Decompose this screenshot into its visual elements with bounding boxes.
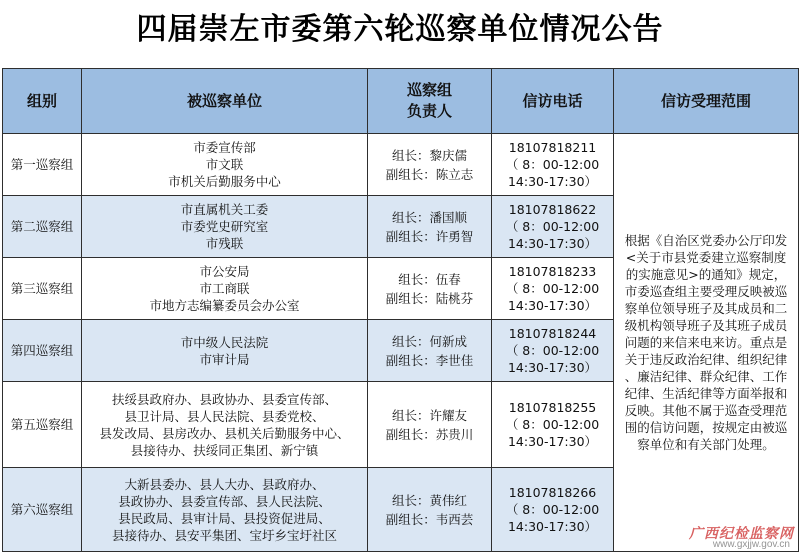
phone-number: 18107818244 xyxy=(508,326,597,341)
leader-name: 组长：何新成 xyxy=(391,333,467,349)
phone-cell xyxy=(492,258,614,320)
header-units: 被巡察单位 xyxy=(82,69,368,134)
header-phone: 信访电话 xyxy=(492,69,614,134)
scope-line: <关于市县党委建立巡察制度 xyxy=(625,250,787,265)
scope-line: 纪律、生活纪律等方面举报和 xyxy=(624,386,788,401)
scope-line: 级机构领导班子及其班子成员 xyxy=(624,318,788,333)
hours-am: （ 8：00-12:00 xyxy=(505,502,600,517)
hours-am: （ 8：00-12:00 xyxy=(505,417,600,432)
units-cell xyxy=(82,258,368,320)
unit-line: 市委党史研究室 xyxy=(180,219,269,234)
hours-pm: 14:30-17:30） xyxy=(507,434,598,449)
unit-line: 县民政局、县审计局、县投资促进局、 xyxy=(118,510,331,526)
phone-cell xyxy=(492,134,614,196)
header-scope: 信访受理范围 xyxy=(614,69,799,134)
scope-line: 问题的来信来电来访。重点是 xyxy=(624,335,788,350)
header-leader-line2: 负责人 xyxy=(406,102,452,120)
hours-pm: 14:30-17:30） xyxy=(507,298,598,313)
scope-line: 根据《自治区党委办公厅印发 xyxy=(624,233,788,248)
hours-pm: 14:30-17:30） xyxy=(507,519,598,534)
phone-cell xyxy=(492,468,614,552)
units-cell xyxy=(82,196,368,258)
table-row xyxy=(3,134,799,196)
unit-line: 市机关后勤服务中心 xyxy=(168,174,281,189)
phone-cell xyxy=(492,382,614,468)
scope-line: 市委巡查组主要受理反映被巡 xyxy=(624,284,788,299)
leader-name: 组长：许耀友 xyxy=(391,407,467,423)
unit-line: 市直属机关工委 xyxy=(180,202,269,217)
unit-line: 县接待办、县安平集团、宝圩乡宝圩社区 xyxy=(111,527,337,543)
scope-line: 反映。其他不属于巡查受理范 xyxy=(624,403,788,418)
phone-number: 18107818622 xyxy=(508,202,597,217)
hours-pm: 14:30-17:30） xyxy=(507,174,598,189)
deputy-name: 副组长：陈立志 xyxy=(385,166,474,182)
leader-cell xyxy=(368,468,492,552)
leader-cell xyxy=(368,320,492,382)
unit-line: 市委宣传部 xyxy=(193,140,256,155)
scope-line: 的实施意见>的通知》规定， xyxy=(625,267,787,282)
units-cell xyxy=(82,134,368,196)
header-group: 组别 xyxy=(3,69,82,134)
group-cell: 第四巡察组 xyxy=(3,320,82,382)
leader-cell xyxy=(368,134,492,196)
leader-cell xyxy=(368,258,492,320)
group-cell: 第六巡察组 xyxy=(3,468,82,552)
header-leader-line1: 巡察组 xyxy=(406,81,452,99)
phone-number: 18107818255 xyxy=(508,400,597,415)
deputy-name: 副组长：韦西芸 xyxy=(385,511,474,527)
unit-line: 市地方志编纂委员会办公室 xyxy=(149,298,300,313)
unit-line: 市审计局 xyxy=(199,351,250,367)
scope-cell xyxy=(614,134,799,552)
unit-line: 市中级人民法院 xyxy=(180,334,269,350)
deputy-name: 副组长：许勇智 xyxy=(385,228,474,244)
units-cell xyxy=(82,382,368,468)
hours-am: （ 8：00-12:00 xyxy=(505,343,600,358)
unit-line: 扶绥县政府办、县政协办、县委宣传部、 xyxy=(111,391,337,407)
leader-name: 组长：潘国顺 xyxy=(391,209,467,225)
group-cell: 第一巡察组 xyxy=(3,134,82,196)
unit-line: 市残联 xyxy=(205,236,244,251)
leader-name: 组长：黄伟红 xyxy=(391,492,467,508)
deputy-name: 副组长：李世佳 xyxy=(385,352,474,368)
leader-name: 组长：黎庆儒 xyxy=(391,147,467,163)
unit-line: 大新县委办、县人大办、县政府办、 xyxy=(124,476,325,492)
hours-am: （ 8：00-12:00 xyxy=(505,157,600,172)
unit-line: 市文联 xyxy=(205,157,244,172)
hours-am: （ 8：00-12:00 xyxy=(505,281,600,296)
phone-number: 18107818233 xyxy=(508,264,597,279)
scope-line: 察单位领导班子及其成员和二 xyxy=(624,301,788,316)
leader-cell xyxy=(368,196,492,258)
phone-cell xyxy=(492,196,614,258)
watermark-name: 广西纪检监察网 xyxy=(689,526,794,542)
group-cell: 第二巡察组 xyxy=(3,196,82,258)
hours-am: （ 8：00-12:00 xyxy=(505,219,600,234)
scope-line: 察单位和有关部门处理。 xyxy=(637,437,775,452)
deputy-name: 副组长：苏贵川 xyxy=(385,426,474,442)
units-cell xyxy=(82,468,368,552)
page-title: 四届崇左市委第六轮巡察单位情况公告 xyxy=(136,12,664,47)
scope-line: 围的信访问题，按规定由被巡 xyxy=(624,420,788,435)
hours-pm: 14:30-17:30） xyxy=(507,360,598,375)
unit-line: 县接待办、扶绥同正集团、新宁镇 xyxy=(130,442,319,458)
phone-number: 18107818266 xyxy=(508,485,597,500)
phone-cell xyxy=(492,320,614,382)
phone-number: 18107818211 xyxy=(508,140,597,155)
units-cell xyxy=(82,320,368,382)
leader-name: 组长：伍春 xyxy=(398,271,461,287)
hours-pm: 14:30-17:30） xyxy=(507,236,598,251)
deputy-name: 副组长：陆桃芬 xyxy=(385,290,474,306)
inspection-table xyxy=(2,68,799,552)
table-header-row xyxy=(3,69,799,134)
scope-line: 、廉洁纪律、群众纪律、工作 xyxy=(624,369,788,384)
unit-line: 县政协办、县委宣传部、县人民法院、 xyxy=(118,493,331,509)
leader-cell xyxy=(368,382,492,468)
watermark-url: www.gxjjw.gov.cn xyxy=(712,539,790,550)
header-leader xyxy=(368,69,492,134)
unit-line: 县发改局、县房改办、县机关后勤服务中心、 xyxy=(99,425,350,441)
scope-line: 关于违反政治纪律、组织纪律 xyxy=(624,352,788,367)
unit-line: 县卫计局、县人民法院、县委党校、 xyxy=(124,408,325,424)
group-cell: 第三巡察组 xyxy=(3,258,82,320)
unit-line: 市公安局 xyxy=(199,264,250,279)
unit-line: 市工商联 xyxy=(199,281,250,296)
group-cell: 第五巡察组 xyxy=(3,382,82,468)
